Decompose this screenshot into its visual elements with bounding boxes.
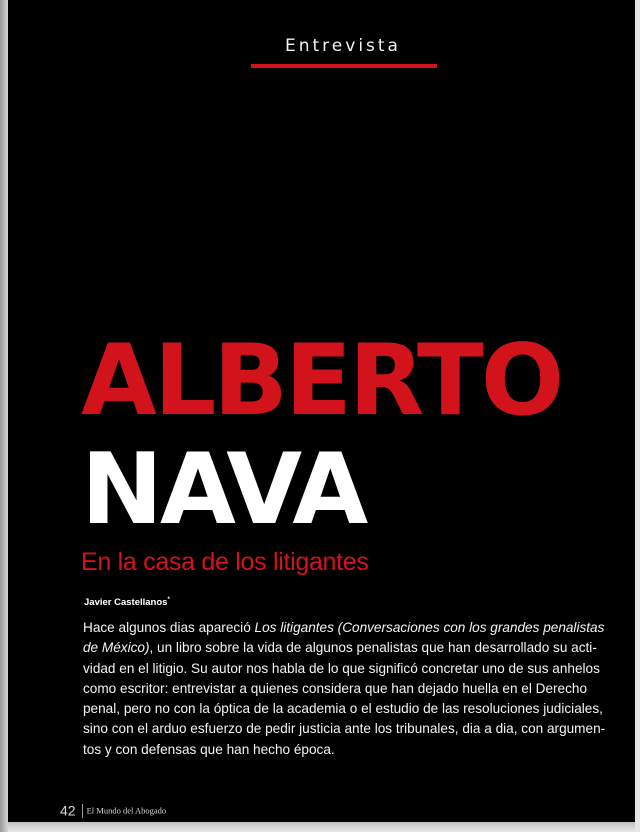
book-title: Los litigantes (Conversaciones con los grandes penalistas — [254, 620, 605, 635]
headline-first-name: ALBERTO — [81, 324, 562, 438]
lead-line: vidad en el litigio. Su autor nos habla de lo que significó concretar uno de sus anhelos — [83, 660, 600, 676]
lead-paragraph — [83, 618, 606, 760]
magazine-name: El Mundo del Abogado — [86, 805, 167, 816]
author-footnote-mark: * — [167, 597, 170, 603]
footer-divider — [82, 804, 83, 818]
lead-line: como escritor: entrevistar a quienes considera que han dejado huella en el Derecho — [83, 680, 588, 696]
lead-text: Hace algunos dias apareció — [83, 620, 255, 635]
lead-line: penal, pero no con la óptica de la academia o el estudio de las resoluciones judiciales, — [83, 701, 603, 717]
page-number: 42 — [60, 802, 76, 819]
subtitle: En la casa de los litigantes — [81, 548, 369, 576]
section-label: Entrevista — [285, 36, 401, 56]
lead-text: , un libro sobre la vida de algunos penalistas que han desarrollado su acti- — [149, 640, 597, 656]
lead-line — [83, 638, 597, 658]
lead-line: tos y con defensas que han hecho época. — [83, 741, 335, 757]
author-byline — [84, 597, 170, 608]
section-rule — [251, 64, 437, 68]
headline-last-name: NAVA — [81, 433, 366, 547]
book-title-continued: de México) — [83, 640, 150, 656]
page-bottom-shadow — [8, 822, 635, 832]
lead-line — [83, 618, 605, 638]
page-edge-shadow — [0, 0, 8, 832]
lead-line: sino con el arduo esfuerzo de pedir justicia ante los tribunales, dia a dia, con argumen- — [83, 721, 606, 737]
author-name: Javier Castellanos — [84, 597, 168, 609]
page-footer — [60, 800, 166, 819]
magazine-page — [8, 0, 635, 822]
